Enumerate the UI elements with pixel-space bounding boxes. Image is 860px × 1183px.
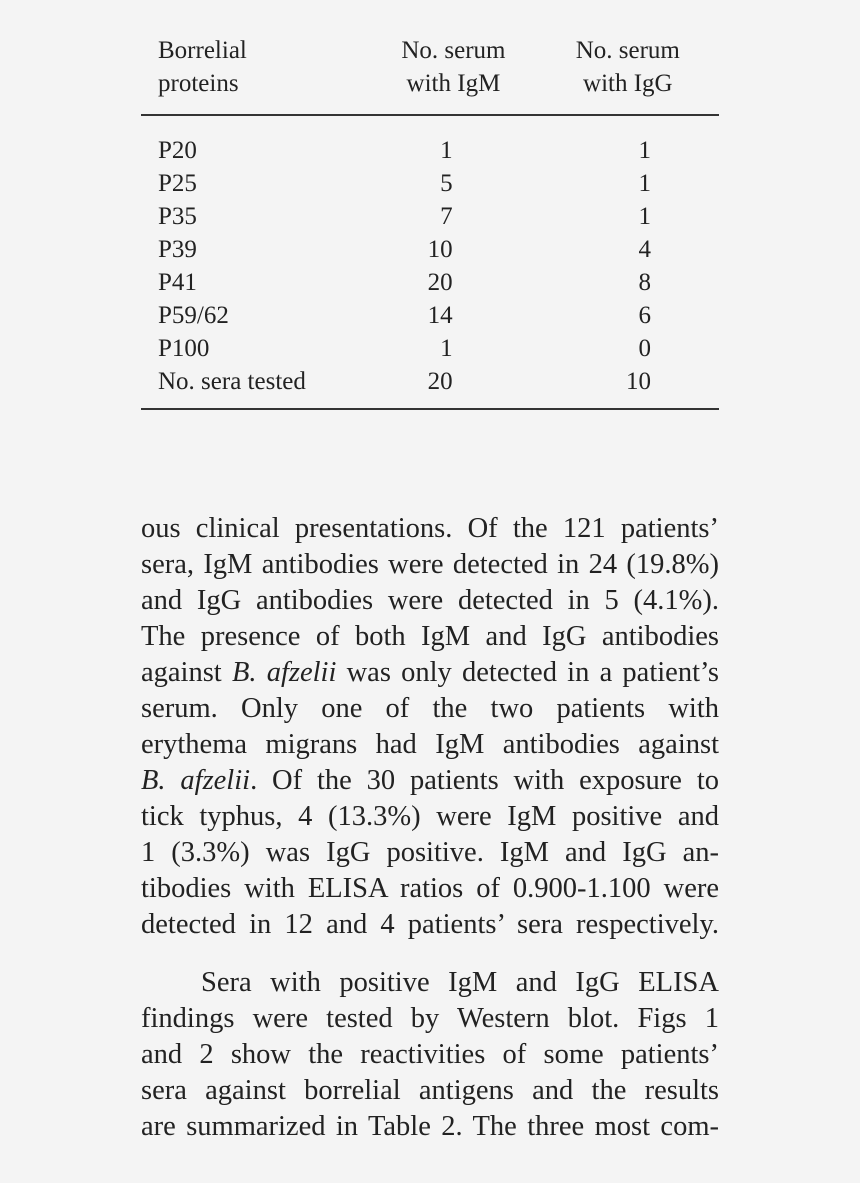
header-igm xyxy=(370,28,536,115)
cell-protein: P100 xyxy=(158,335,210,362)
table-row xyxy=(141,266,719,299)
cell-igg: 10 xyxy=(537,365,719,409)
text-line: and IgG antibodies were detected in 5 (4.1%). xyxy=(141,585,719,616)
paragraph-western-blot xyxy=(141,965,719,1145)
header-proteins-line2: proteins xyxy=(158,70,239,97)
text-line xyxy=(141,763,719,799)
text-line: serum. Only one of the two patients with xyxy=(141,693,719,724)
text-line: sera, IgM antibodies were detected in 24 (19.8%) xyxy=(141,549,719,580)
cell-igg: 0 xyxy=(638,335,651,362)
cell-igm: 1 xyxy=(440,137,453,164)
text-line: tick typhus, 4 (13.3%) were IgM positive and xyxy=(141,801,719,832)
header-igg-line2: with IgG xyxy=(583,70,673,97)
table-row xyxy=(141,167,719,200)
text-line: erythema migrans had IgM antibodies against xyxy=(141,729,719,760)
header-igm-line2: with IgM xyxy=(406,70,501,97)
species-name: B. afzelii xyxy=(231,657,337,688)
header-igg-line1: No. serum xyxy=(575,37,680,64)
results-table xyxy=(141,28,719,410)
header-igm-line1: No. serum xyxy=(401,37,506,64)
cell-igm: 7 xyxy=(440,203,453,230)
text-line: findings were tested by Western blot. Figs 1 xyxy=(141,1003,719,1034)
text-fragment: . Of the 30 patients with exposure to xyxy=(250,765,719,796)
cell-protein: P39 xyxy=(158,236,197,263)
header-proteins-line1: Borrelial xyxy=(158,37,247,64)
table-row xyxy=(141,332,719,365)
cell-protein: P59/62 xyxy=(158,302,229,329)
table-row xyxy=(141,200,719,233)
species-name: B. afzelii xyxy=(141,765,251,796)
text-line: 1 (3.3%) was IgG positive. IgM and IgG an- xyxy=(141,837,719,868)
cell-protein: P25 xyxy=(158,170,197,197)
cell-igm: 10 xyxy=(427,236,453,263)
table-header-row xyxy=(141,28,719,115)
text-fragment: against xyxy=(141,657,232,688)
table-row-total xyxy=(141,365,719,409)
table-row xyxy=(141,299,719,332)
cell-protein: P20 xyxy=(158,137,197,164)
cell-igm: 1 xyxy=(440,335,453,362)
table-row xyxy=(141,233,719,266)
cell-igg: 8 xyxy=(638,269,651,296)
text-line: tibodies with ELISA ratios of 0.900-1.100 were xyxy=(141,873,719,904)
cell-igg: 1 xyxy=(638,170,651,197)
cell-igg: 6 xyxy=(638,302,651,329)
text-line: sera against borrelial antigens and the results xyxy=(141,1075,719,1106)
cell-igg: 1 xyxy=(638,137,651,164)
text-line: detected in 12 and 4 patients’ sera respectively. xyxy=(141,909,719,940)
text-line: The presence of both IgM and IgG antibodies xyxy=(141,621,719,652)
cell-igg: 1 xyxy=(638,203,651,230)
paragraph-results xyxy=(141,511,719,943)
cell-igm: 20 xyxy=(370,365,536,409)
header-proteins xyxy=(141,28,370,115)
table-row xyxy=(141,115,719,167)
cell-protein: P41 xyxy=(158,269,197,296)
text-line: and 2 show the reactivities of some patients’ xyxy=(141,1039,719,1070)
header-igg xyxy=(537,28,719,115)
text-line: are summarized in Table 2. The three most com- xyxy=(141,1111,719,1142)
cell-igg: 4 xyxy=(638,236,651,263)
cell-igm: 14 xyxy=(427,302,453,329)
cell-protein: No. sera tested xyxy=(141,365,370,409)
cell-protein: P35 xyxy=(158,203,197,230)
cell-igm: 20 xyxy=(427,269,453,296)
text-line: ous clinical presentations. Of the 121 patients’ xyxy=(141,513,719,544)
text-line: Sera with positive IgM and IgG ELISA xyxy=(201,967,719,998)
text-fragment: was only detected in a patient’s xyxy=(336,657,719,688)
text-line xyxy=(141,655,719,691)
cell-igm: 5 xyxy=(440,170,453,197)
